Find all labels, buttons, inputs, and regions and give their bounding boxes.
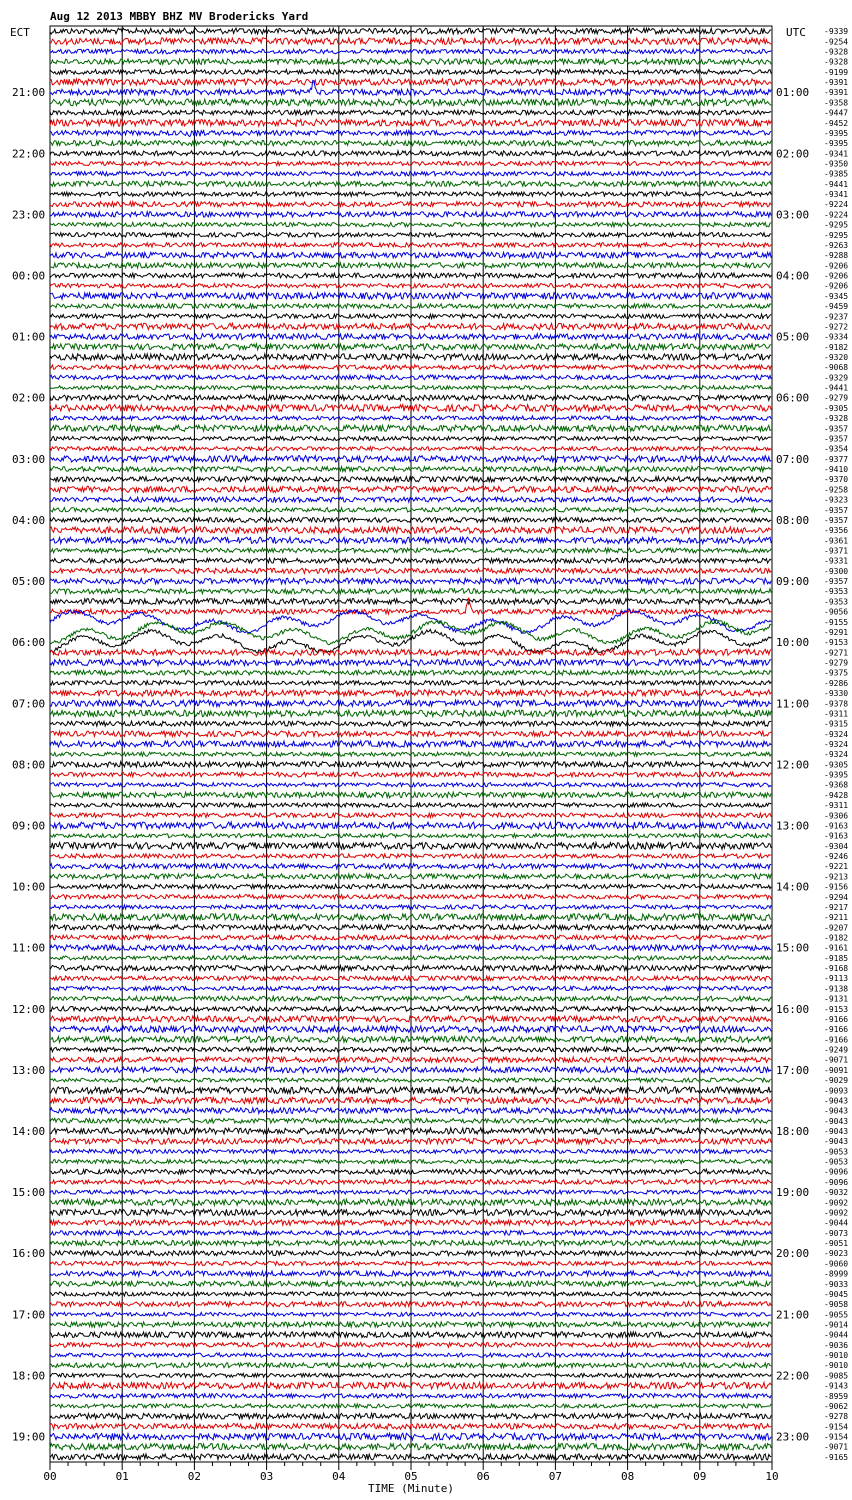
left-hour-label: 14:00 [12, 1125, 46, 1139]
trace-offset-label: -9224 [824, 210, 849, 220]
trace-offset-label: -9323 [824, 495, 849, 505]
x-tick-label: 07 [548, 1470, 563, 1483]
trace-offset-label: -9295 [824, 220, 849, 230]
right-hour-label: 10:00 [776, 636, 810, 650]
trace-offset-label: -9324 [824, 750, 849, 760]
trace-offset-label: -9263 [824, 240, 849, 250]
x-tick-label: 00 [43, 1470, 57, 1483]
right-hour-label: 06:00 [776, 391, 810, 405]
trace-offset-label: -9330 [824, 689, 849, 699]
trace-offset-label: -9357 [824, 434, 849, 444]
left-hour-label: 13:00 [12, 1063, 46, 1077]
trace-offset-label: -9206 [824, 281, 849, 291]
trace-offset-label: -9058 [824, 1300, 849, 1310]
right-hour-label: 01:00 [776, 86, 810, 100]
trace-offset-label: -9279 [824, 658, 849, 668]
trace-offset-label: -9163 [824, 831, 849, 841]
right-hour-label: 20:00 [776, 1247, 810, 1261]
trace-offset-label: -9092 [824, 1198, 849, 1208]
trace-offset-label: -9305 [824, 403, 849, 413]
trace-offset-label: -9156 [824, 882, 849, 892]
right-hour-label: 09:00 [776, 575, 810, 589]
trace-offset-label: -9153 [824, 1004, 849, 1014]
left-hour-label: 01:00 [12, 330, 46, 344]
trace-offset-label: -9278 [824, 1412, 849, 1422]
right-hour-label: 13:00 [776, 819, 810, 833]
trace-offset-label: -9357 [824, 577, 849, 587]
trace-33 [50, 365, 771, 370]
trace-offset-label: -9043 [824, 1106, 849, 1116]
x-tick-label: 03 [259, 1470, 274, 1483]
right-hour-label: 19:00 [776, 1186, 810, 1200]
trace-offset-label: -9459 [824, 302, 849, 312]
trace-offset-label: -9288 [824, 251, 849, 261]
trace-offset-label: -9045 [824, 1289, 849, 1299]
trace-offset-label: -9153 [824, 638, 849, 648]
trace-132 [50, 1373, 771, 1377]
trace-offset-label: -8999 [824, 1269, 849, 1279]
trace-offset-label: -9272 [824, 322, 849, 332]
trace-offset-label: -9213 [824, 872, 849, 882]
trace-offset-label: -9271 [824, 648, 849, 658]
left-hour-label: 02:00 [12, 391, 46, 405]
trace-offset-label: -9328 [824, 414, 849, 424]
right-hour-label: 14:00 [776, 880, 810, 894]
left-hour-label: 04:00 [12, 513, 46, 527]
trace-offset-label: -9085 [824, 1371, 849, 1381]
trace-offset-label: -9357 [824, 515, 849, 525]
trace-offset-label: -9182 [824, 933, 849, 943]
right-hour-label: 18:00 [776, 1125, 810, 1139]
trace-offset-label: -9279 [824, 393, 849, 403]
trace-offset-label: -9166 [824, 1014, 849, 1024]
trace-offset-label: -9358 [824, 98, 849, 108]
trace-offset-label: -9311 [824, 709, 849, 719]
trace-offset-label: -9143 [824, 1381, 849, 1391]
trace-offset-label: -9249 [824, 1045, 849, 1055]
trace-offset-label: -9329 [824, 373, 849, 383]
trace-offset-label: -9168 [824, 964, 849, 974]
trace-offset-label: -9185 [824, 953, 849, 963]
trace-offset-label: -9053 [824, 1147, 849, 1157]
left-hour-label: 08:00 [12, 758, 46, 772]
trace-offset-label: -9044 [824, 1218, 849, 1228]
trace-offset-label: -9033 [824, 1279, 849, 1289]
trace-offset-label: -9378 [824, 699, 849, 709]
right-hour-label: 02:00 [776, 147, 810, 161]
trace-offset-label: -9096 [824, 1177, 849, 1187]
trace-offset-label: -9166 [824, 1025, 849, 1035]
trace-offset-label: -9294 [824, 892, 849, 902]
trace-offset-label: -9315 [824, 719, 849, 729]
right-hour-label: 17:00 [776, 1063, 810, 1077]
trace-44 [50, 477, 771, 482]
right-hour-label: 04:00 [776, 269, 810, 283]
right-hour-label: 08:00 [776, 513, 810, 527]
left-hour-label: 12:00 [12, 1002, 46, 1016]
trace-offset-label: -9306 [824, 811, 849, 821]
trace-offset-label: -9345 [824, 291, 849, 301]
left-hour-label: 07:00 [12, 697, 46, 711]
trace-offset-label: -9010 [824, 1351, 849, 1361]
trace-offset-label: -9043 [824, 1096, 849, 1106]
trace-offset-label: -9207 [824, 923, 849, 933]
trace-offset-label: -9096 [824, 1167, 849, 1177]
trace-93 [50, 976, 771, 981]
left-hour-label: 19:00 [12, 1430, 46, 1444]
trace-offset-label: -9206 [824, 271, 849, 281]
trace-offset-label: -9062 [824, 1401, 849, 1411]
trace-offset-label: -9258 [824, 485, 849, 495]
trace-offset-label: -9060 [824, 1259, 849, 1269]
x-tick-label: 05 [404, 1470, 418, 1483]
trace-offset-label: -9441 [824, 383, 849, 393]
trace-offset-label: -9331 [824, 556, 849, 566]
trace-offset-label: -9053 [824, 1157, 849, 1167]
right-timezone-label: UTC [786, 26, 806, 39]
trace-offset-label: -9043 [824, 1127, 849, 1137]
x-tick-label: 02 [187, 1470, 202, 1483]
trace-offset-label: -9370 [824, 475, 849, 485]
left-hour-label: 15:00 [12, 1186, 46, 1200]
trace-offset-label: -9254 [824, 37, 849, 47]
trace-offset-label: -9304 [824, 841, 849, 851]
trace-offset-label: -9113 [824, 974, 849, 984]
x-tick-label: 04 [332, 1470, 346, 1483]
right-hour-label: 15:00 [776, 941, 810, 955]
left-hour-label: 21:00 [12, 86, 46, 100]
trace-offset-label: -9056 [824, 607, 849, 617]
trace-offset-label: -9353 [824, 587, 849, 597]
trace-offset-label: -9357 [824, 424, 849, 434]
trace-offset-label: -9155 [824, 617, 849, 627]
trace-offset-label: -9354 [824, 444, 849, 454]
trace-offset-label: -9395 [824, 770, 849, 780]
trace-offset-label: -9043 [824, 1116, 849, 1126]
x-axis-label: TIME (Minute) [367, 1482, 455, 1495]
trace-offset-label: -9371 [824, 546, 849, 556]
trace-offset-label: -9428 [824, 790, 849, 800]
left-hour-label: 06:00 [12, 636, 46, 650]
trace-offset-label: -9071 [824, 1055, 849, 1065]
left-hour-label: 17:00 [12, 1308, 46, 1322]
left-hour-label: 22:00 [12, 147, 46, 161]
trace-offset-label: -9199 [824, 67, 849, 77]
x-tick-label: 09 [693, 1470, 707, 1483]
left-hour-label: 00:00 [12, 269, 46, 283]
trace-offset-label: -9217 [824, 902, 849, 912]
trace-offset-label: -9286 [824, 678, 849, 688]
left-hour-label: 16:00 [12, 1247, 46, 1261]
trace-offset-label: -9092 [824, 1208, 849, 1218]
trace-offset-label: -9073 [824, 1228, 849, 1238]
trace-offset-label: -9211 [824, 913, 849, 923]
trace-offset-label: -9361 [824, 536, 849, 546]
trace-offset-label: -9295 [824, 230, 849, 240]
trace-offset-label: -9161 [824, 943, 849, 953]
trace-offset-label: -9023 [824, 1249, 849, 1259]
left-hour-label: 10:00 [12, 880, 46, 894]
right-hour-label: 05:00 [776, 330, 810, 344]
trace-offset-label: -9291 [824, 627, 849, 637]
trace-offset-label: -9441 [824, 179, 849, 189]
trace-offset-label: -9182 [824, 342, 849, 352]
trace-offset-label: -9032 [824, 1188, 849, 1198]
right-hour-label: 21:00 [776, 1308, 810, 1322]
right-hour-label: 16:00 [776, 1002, 810, 1016]
right-hour-label: 03:00 [776, 208, 810, 222]
x-tick-label: 10 [765, 1470, 779, 1483]
trace-offset-label: -9391 [824, 78, 849, 88]
left-timezone-label: ECT [10, 26, 30, 39]
trace-offset-label: -9339 [824, 27, 849, 37]
x-tick-label: 08 [620, 1470, 635, 1483]
trace-offset-label: -9311 [824, 801, 849, 811]
trace-offset-label: -9093 [824, 1086, 849, 1096]
right-hour-label: 12:00 [776, 758, 810, 772]
trace-offset-label: -9375 [824, 668, 849, 678]
trace-offset-label: -9036 [824, 1340, 849, 1350]
trace-offset-label: -9138 [824, 984, 849, 994]
x-tick-label: 06 [476, 1470, 490, 1483]
left-hour-label: 23:00 [12, 208, 46, 222]
trace-offset-label: -9447 [824, 108, 849, 118]
trace-offset-label: -9391 [824, 88, 849, 98]
trace-offset-label: -9305 [824, 760, 849, 770]
trace-offset-label: -9166 [824, 1035, 849, 1045]
trace-offset-label: -9165 [824, 1452, 849, 1462]
right-hour-label: 11:00 [776, 697, 810, 711]
trace-offset-label: -9071 [824, 1442, 849, 1452]
trace-offset-label: -9300 [824, 566, 849, 576]
trace-offset-label: -9324 [824, 729, 849, 739]
trace-offset-label: -9055 [824, 1310, 849, 1320]
trace-offset-label: -9385 [824, 169, 849, 179]
trace-offset-label: -9163 [824, 821, 849, 831]
trace-offset-label: -9377 [824, 454, 849, 464]
trace-offset-label: -9014 [824, 1320, 849, 1330]
trace-offset-label: -9320 [824, 352, 849, 362]
trace-offset-label: -9341 [824, 190, 849, 200]
left-hour-label: 11:00 [12, 941, 46, 955]
trace-offset-label: -9068 [824, 363, 849, 373]
trace-offset-label: -9395 [824, 139, 849, 149]
right-hour-label: 23:00 [776, 1430, 810, 1444]
trace-offset-label: -9206 [824, 261, 849, 271]
trace-offset-label: -9395 [824, 128, 849, 138]
x-tick-label: 01 [115, 1470, 129, 1483]
trace-offset-label: -9452 [824, 118, 849, 128]
trace-offset-label: -9350 [824, 159, 849, 169]
trace-offset-label: -9356 [824, 526, 849, 536]
trace-offset-label: -9357 [824, 505, 849, 515]
trace-offset-label: -9341 [824, 149, 849, 159]
trace-offset-label: -8959 [824, 1391, 849, 1401]
trace-offset-label: -9334 [824, 332, 849, 342]
left-hour-label: 09:00 [12, 819, 46, 833]
trace-offset-label: -9410 [824, 465, 849, 475]
trace-offset-label: -9154 [824, 1422, 849, 1432]
trace-offset-label: -9221 [824, 862, 849, 872]
trace-offset-label: -9328 [824, 57, 849, 67]
chart-title: Aug 12 2013 MBBY BHZ MV Brodericks Yard [50, 10, 309, 23]
right-hour-label: 07:00 [776, 452, 810, 466]
right-hour-label: 22:00 [776, 1369, 810, 1383]
trace-offset-label: -9029 [824, 1076, 849, 1086]
left-hour-label: 18:00 [12, 1369, 46, 1383]
trace-offset-label: -9353 [824, 597, 849, 607]
trace-offset-label: -9051 [824, 1239, 849, 1249]
trace-offset-label: -9246 [824, 852, 849, 862]
trace-offset-label: -9043 [824, 1137, 849, 1147]
trace-offset-label: -9010 [824, 1361, 849, 1371]
trace-offset-label: -9224 [824, 200, 849, 210]
left-hour-label: 03:00 [12, 452, 46, 466]
trace-offset-label: -9324 [824, 740, 849, 749]
left-hour-label: 05:00 [12, 575, 46, 589]
trace-offset-label: -9044 [824, 1330, 849, 1340]
trace-offset-label: -9131 [824, 994, 849, 1004]
trace-offset-label: -9091 [824, 1065, 849, 1075]
trace-48 [50, 518, 771, 523]
trace-offset-label: -9237 [824, 312, 849, 322]
trace-offset-label: -9328 [824, 47, 849, 57]
trace-offset-label: -9368 [824, 780, 849, 790]
trace-offset-label: -9154 [824, 1432, 849, 1442]
